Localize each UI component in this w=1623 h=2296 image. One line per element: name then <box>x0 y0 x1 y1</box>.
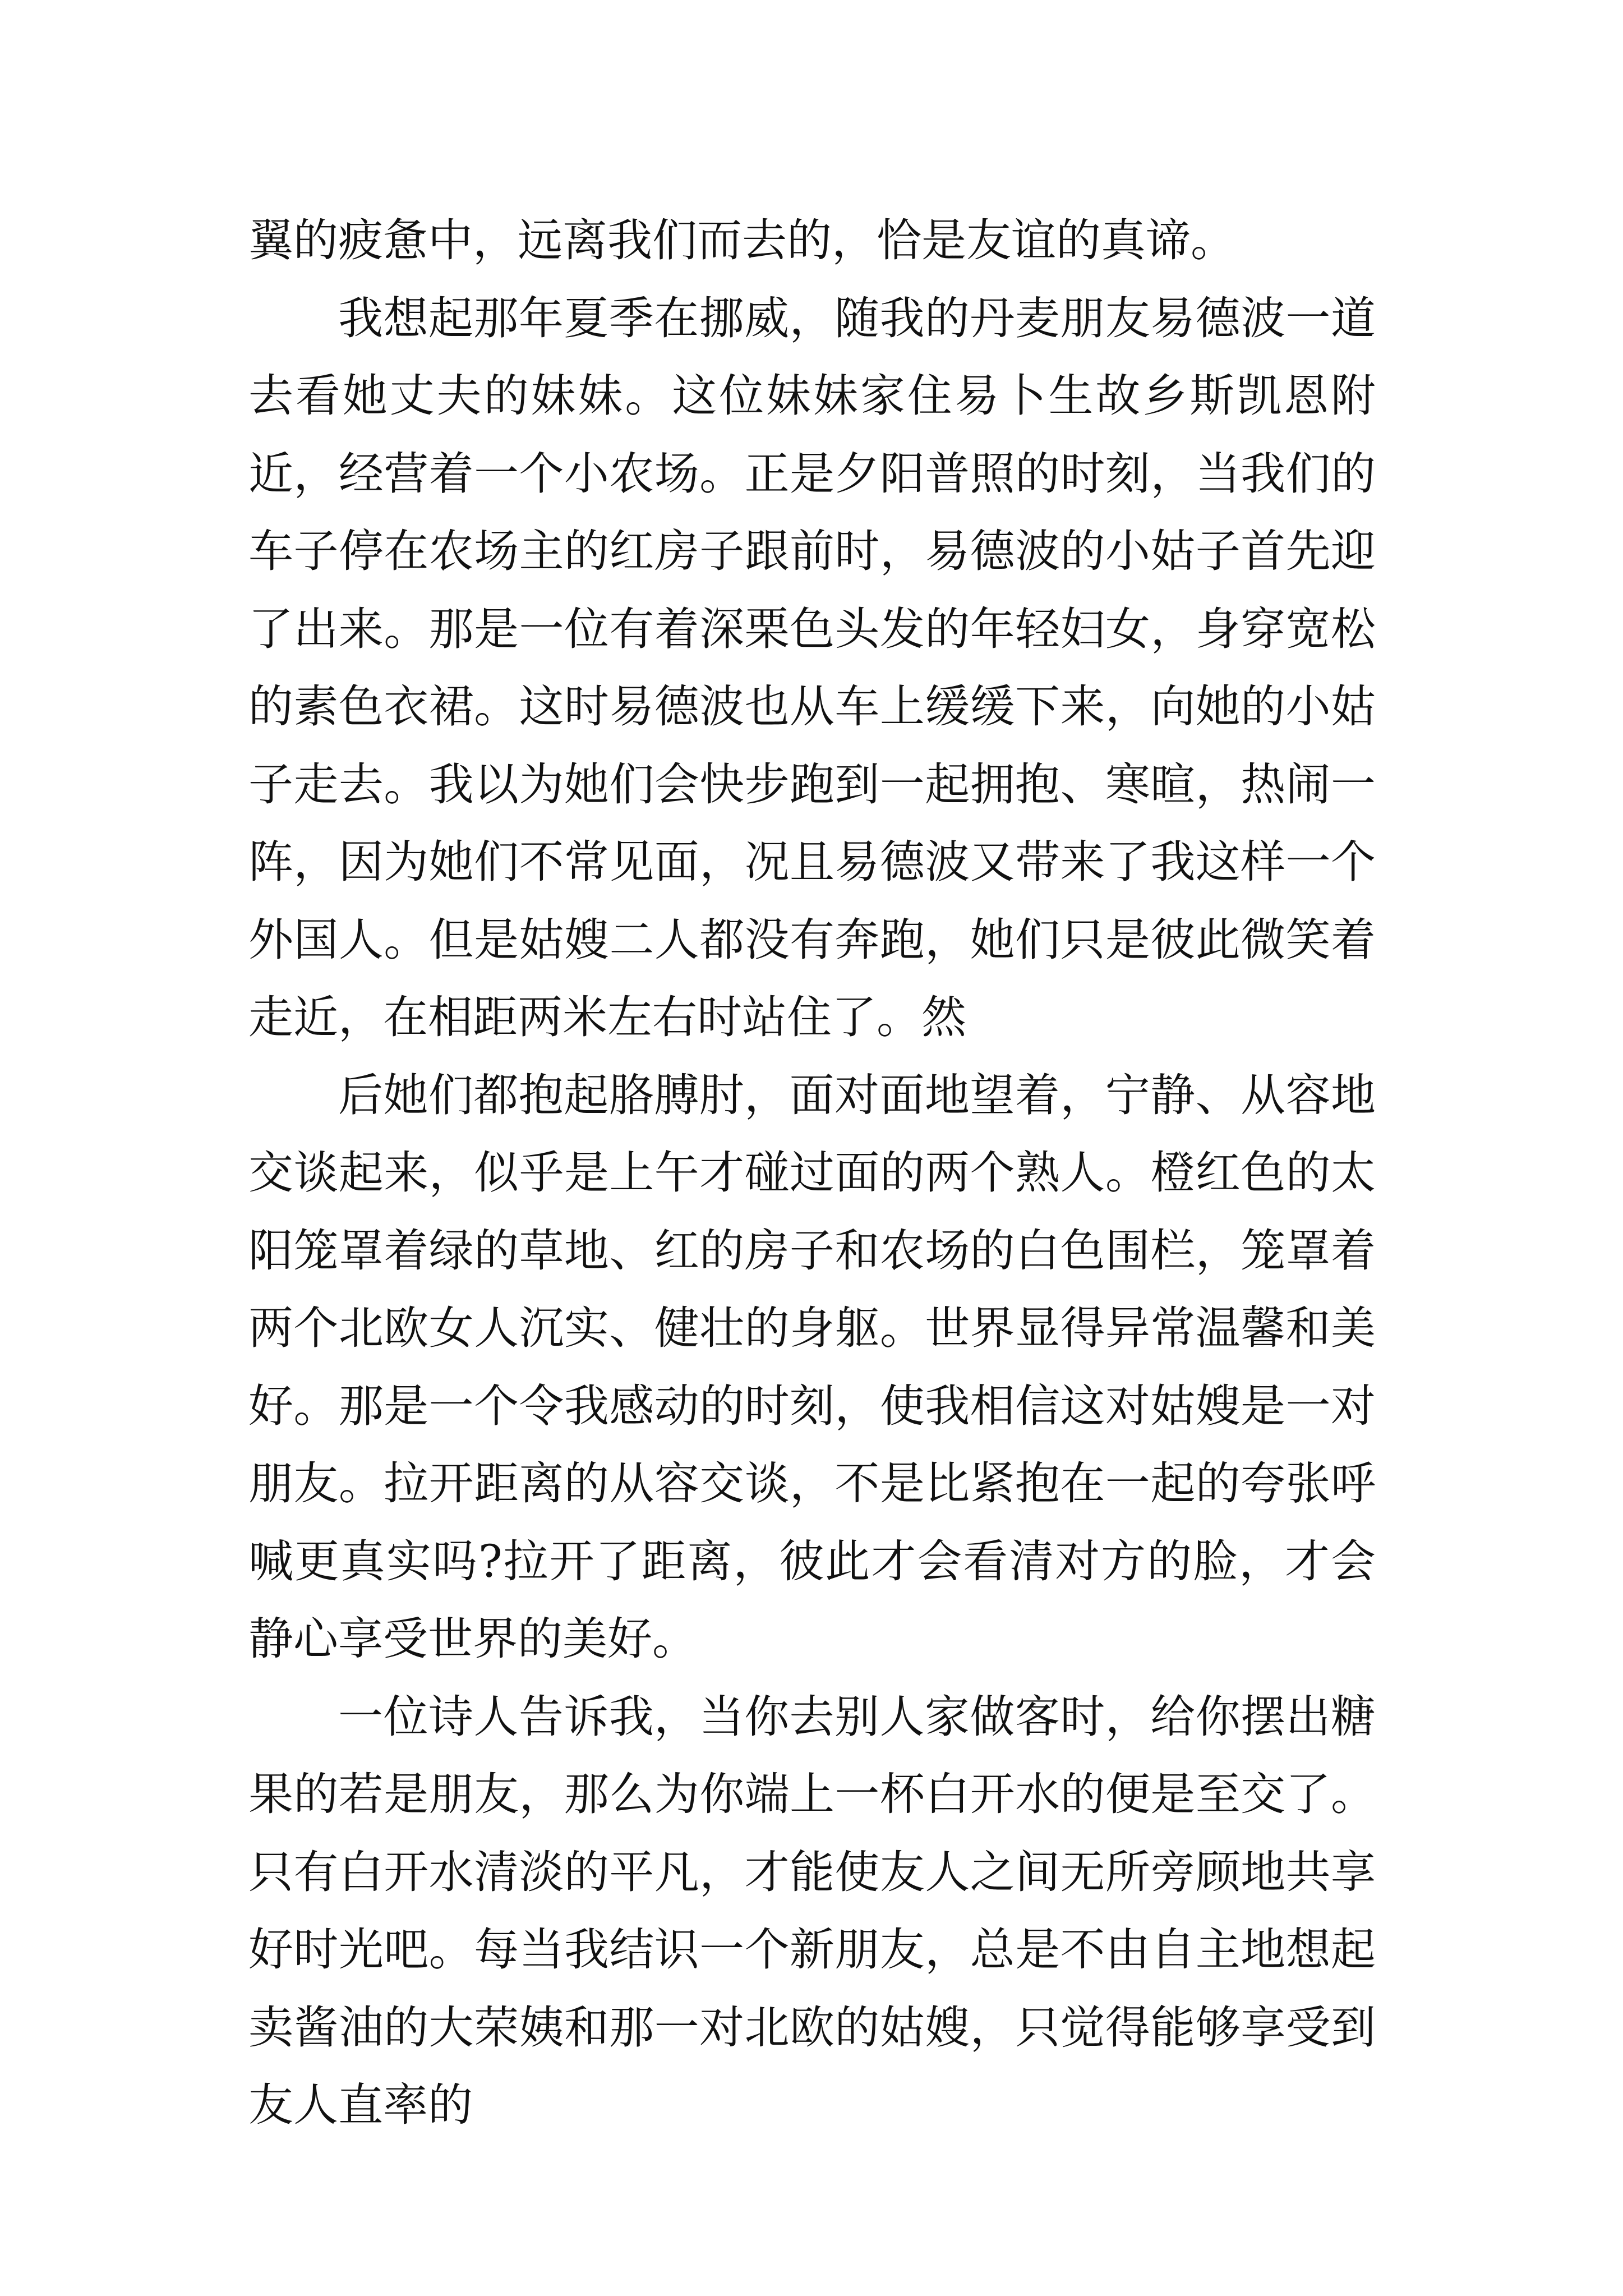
paragraph-3: 后她们都抱起胳膊肘，面对面地望着，宁静、从容地交谈起来，似乎是上午才碰过面的两个熟人。橙红色的太阳笼罩着绿的草地、红的房子和农场的白色围栏，笼罩着两个北欧女人沉实、健壮的身躯。世界显得异常温馨和美好。那是一个令我感动的时刻，使我相信这对姑嫂是一对朋友。拉开距离的从容交谈，不是比紧抱在一起的夸张呼喊更真实吗?拉开了距离，彼此才会看清对方的脸，才会静心享受世界的美好。 <box>248 1069 1376 1665</box>
paragraph-2: 我想起那年夏季在挪威，随我的丹麦朋友易德波一道去看她丈夫的妹妹。这位妹妹家住易卜生故乡斯凯恩附近，经营着一个小农场。正是夕阳普照的时刻，当我们的车子停在农场主的红房子跟前时，易德波的小姑子首先迎了出来。那是一位有着深栗色头发的年轻妇女，身穿宽松的素色衣裙。这时易德波也从车上缓缓下来，向她的小姑子走去。我以为她们会快步跑到一起拥抱、寒暄，热闹一阵，因为她们不常见面，况且易德波又带来了我这样一个外国人。但是姑嫂二人都没有奔跑，她们只是彼此微笑着走近，在相距两米左右时站住了。然 <box>248 292 1376 1043</box>
paragraph-1: 翼的疲惫中，远离我们而去的，恰是友谊的真谛。 <box>248 214 1235 266</box>
paragraph-4: 一位诗人告诉我，当你去别人家做客时，给你摆出糖果的若是朋友，那么为你端上一杯白开水的便是至交了。只有白开水清淡的平凡，才能使友人之间无所旁顾地共享好时光吧。每当我结识一个新朋友，总是不由自主地想起卖酱油的大荣姨和那一对北欧的姑嫂，只觉得能够享受到友人直率的 <box>248 1690 1376 2131</box>
body-text <box>248 202 1376 2145</box>
